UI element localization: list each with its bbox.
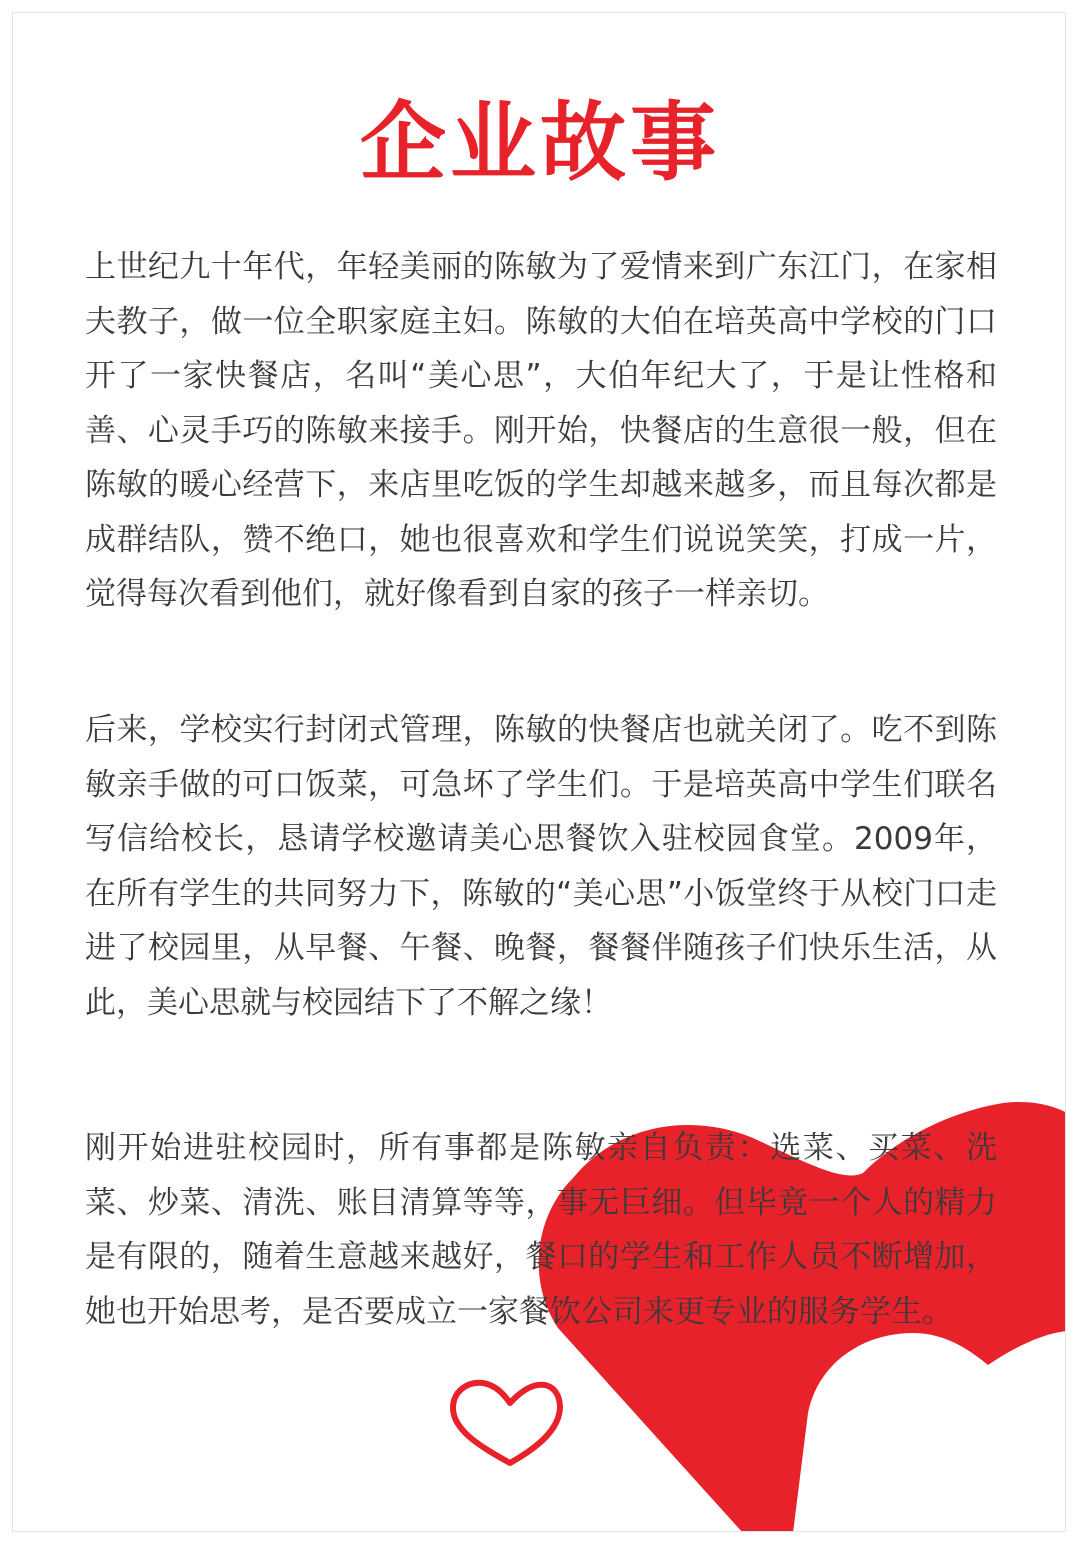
page-title: 企业故事 (360, 93, 720, 193)
story-paragraph: 后来，学校实行封闭式管理，陈敏的快餐店也就关闭了。吃不到陈敏亲手做的可口饭菜，可急坏了学生们。于是培英高中学生们联名写信给校长，恳请学校邀请美心思餐饮入驻校园食堂。2009年，在所有学生的共同努力下，陈敏的“美心思”小饭堂终于从校门口走进了校园里，从早餐、午餐、晚餐，餐餐伴随孩子们快乐生活，从此，美心思就与校园结下了不解之缘！ (85, 712, 997, 1021)
page-frame (12, 12, 1066, 1532)
story-paragraph: 刚开始进驻校园时，所有事都是陈敏亲自负责：选菜、买菜、洗菜、炒菜、清洗、账目清算等等，事无巨细。但毕竟一个人的精力是有限的，随着生意越来越好，餐口的学生和工作人员不断增加，她也开始思考，是否要成立一家餐饮公司来更专业的服务学生。 (85, 1130, 997, 1330)
story-paragraph: 上世纪九十年代，年轻美丽的陈敏为了爱情来到广东江门，在家相夫教子，做一位全职家庭主妇。陈敏的大伯在培英高中学校的门口开了一家快餐店，名叫“美心思”，大伯年纪大了，于是让性格和善、心灵手巧的陈敏来接手。刚开始，快餐店的生意很一般，但在陈敏的暖心经营下，来店里吃饭的学生却越来越多，而且每次都是成群结队，赞不绝口，她也很喜欢和学生们说说笑笑，打成一片，觉得每次看到他们，就好像看到自家的孩子一样亲切。 (85, 249, 997, 612)
heart-outline-icon (453, 1383, 560, 1463)
